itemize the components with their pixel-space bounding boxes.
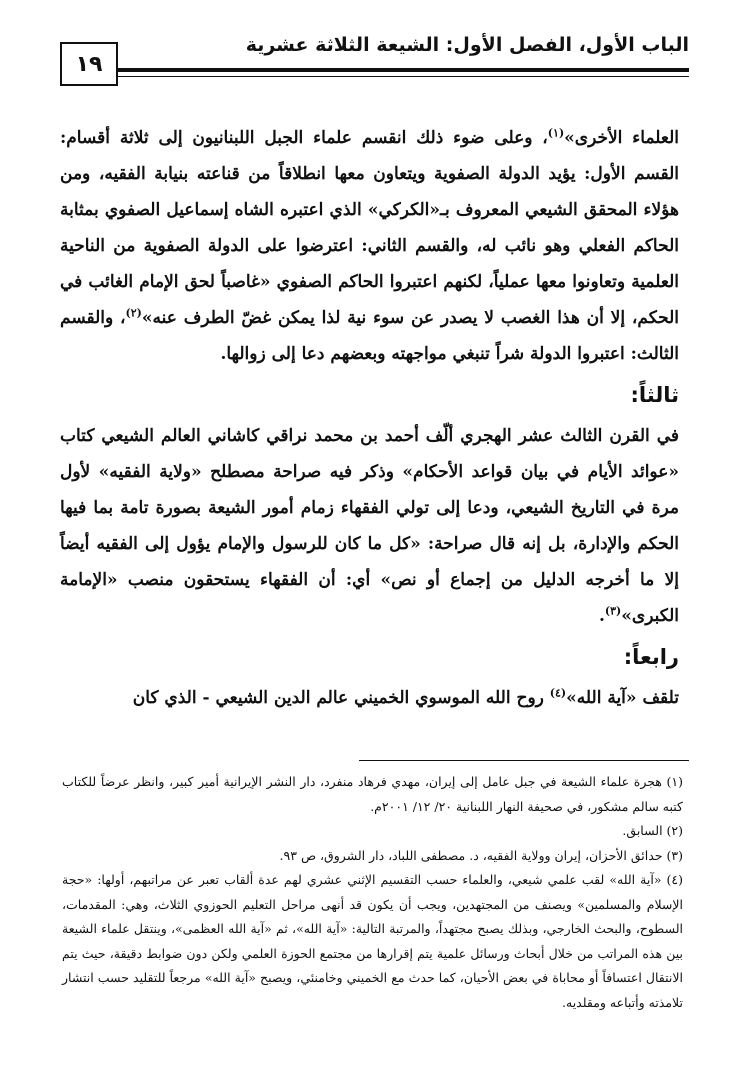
paragraph-2-text-b: . xyxy=(598,606,605,626)
footnote-separator xyxy=(359,760,689,761)
footnote-1: (١) هجرة علماء الشيعة في جبل عامل إلى إيران، مهدي فرهاد منفرد، دار النشر الإيرانية أمير كبير، وانظر عرضاً للكتاب كتبه سالم مشكور، في صحيفة النهار اللبنانية ٢٠/ ١٢/ ٢٠٠١م. xyxy=(62,774,683,814)
paragraph-3 xyxy=(60,680,679,716)
footnote-ref-2[interactable]: (٢) xyxy=(125,306,142,320)
paragraph-2 xyxy=(60,418,679,634)
footnotes xyxy=(62,770,683,1015)
section-heading-fourth: رابعاً: xyxy=(623,645,679,669)
running-header-title: الباب الأول، الفصل الأول: الشيعة الثلاثة عشرية xyxy=(245,34,689,56)
footnote-ref-4[interactable]: (٤) xyxy=(549,686,567,700)
paragraph-1-text-a: العلماء الأخرى» xyxy=(564,128,680,148)
page-header xyxy=(60,34,689,86)
header-rule xyxy=(118,68,689,72)
footnote-ref-3[interactable]: (٣) xyxy=(604,604,622,618)
paragraph-3-text-b: روح الله الموسوي الخميني عالم الدين الشيعي - الذي كان xyxy=(132,688,550,708)
footnote-4: (٤) «آية الله» لقب علمي شيعي، والعلماء حسب التقسيم الإثني عشري لهم عدة ألقاب تعبر عن مراتبهم، أولها: «حجة الإسلام والمسلمين» ويصنف من المجتهدين، ويجب أن يكون قد أنهى مراحل التعليم الحوزوي الثلاث، وهي: المقدمات، السطوح، والبحث الخارجي، وبذلك يصبح مجتهداً، والمرتبة التالية: «آية الله»، ثم «آية الله العظمى»، وينتقل علماء الشيعة بين هذه المراتب من خلال أبحاث ورسائل علمية يتم إقرارها من مجتمع الحوزة العلمي ولكن دون ضوابط دقيقة، حيث يتم الانتقال اعتسافاً أو محاباة في بعض الأحيان، كما حدث مع الخميني وخامنئي، ويصبح «آية الله» مرجعاً للتقليد حسب انتشار تلامذته وأتباعه ومقلديه. xyxy=(62,872,683,1010)
paragraph-1-text-c: ، والقسم الثالث: اعتبروا الدولة شراً تنبغي مواجهته وبعضهم دعا إلى زوالها. xyxy=(60,308,679,364)
section-heading-third: ثالثاً: xyxy=(630,383,679,407)
footnote-2: (٢) السابق. xyxy=(622,823,683,838)
footnote-ref-1[interactable]: (١) xyxy=(547,126,565,140)
footnote-3: (٣) حدائق الأحزان، إيران وولاية الفقيه، د. مصطفى اللباد، دار الشروق، ص ٩٣. xyxy=(279,847,683,863)
page-number: ١٩ xyxy=(60,42,118,86)
header-rule-thin xyxy=(118,76,689,77)
paragraph-3-text-a: تلقف «آية الله» xyxy=(566,688,679,708)
paragraph-1-text-b: ، وعلى ضوء ذلك انقسم علماء الجبل اللبنانيون إلى ثلاثة أقسام: القسم الأول: يؤيد الدولة الصفوية ويتعاون معها انطلاقاً من قناعته بنيابة الفقيه، ومن هؤلاء المحقق الشيعي المعروف بـ«الكركي» الذي اعتبره الشاه إسماعيل الصفوي بمثابة الحاكم الفعلي وهو نائب له، والقسم الثاني: اعترضوا على الدولة الصفوية من الناحية العلمية وتعاونوا معها عملياً، لكنهم اعتبروا الحاكم الصفوي «غاصباً لحق الإمام الغائب في الحكم، إلا أن هذا الغصب لا يصدر عن سوء نية لذا يمكن غضّ الطرف عنه» xyxy=(60,128,679,328)
paragraph-2-text-a: في القرن الثالث عشر الهجري ألّف أحمد بن محمد نراقي كاشاني العالم الشيعي كتاب «عوائد الأيام في بيان قواعد الأحكام» وذكر فيه صراحة مصطلح «ولاية الفقيه» لأول مرة في التاريخ الشيعي، ودعا إلى تولي الفقهاء زمام أمور الشيعة بصورة تامة بما فيها الحكم والإدارة، بل إنه قال صراحة: «كل ما كان للرسول والإمام يؤول إلى الفقيه أيضاً إلا ما أخرجه الدليل من إجماع أو نص» أي: أن الفقهاء يستحقون منصب «الإمامة الكبرى» xyxy=(60,426,679,626)
paragraph-1 xyxy=(60,120,679,372)
main-text xyxy=(60,120,679,716)
